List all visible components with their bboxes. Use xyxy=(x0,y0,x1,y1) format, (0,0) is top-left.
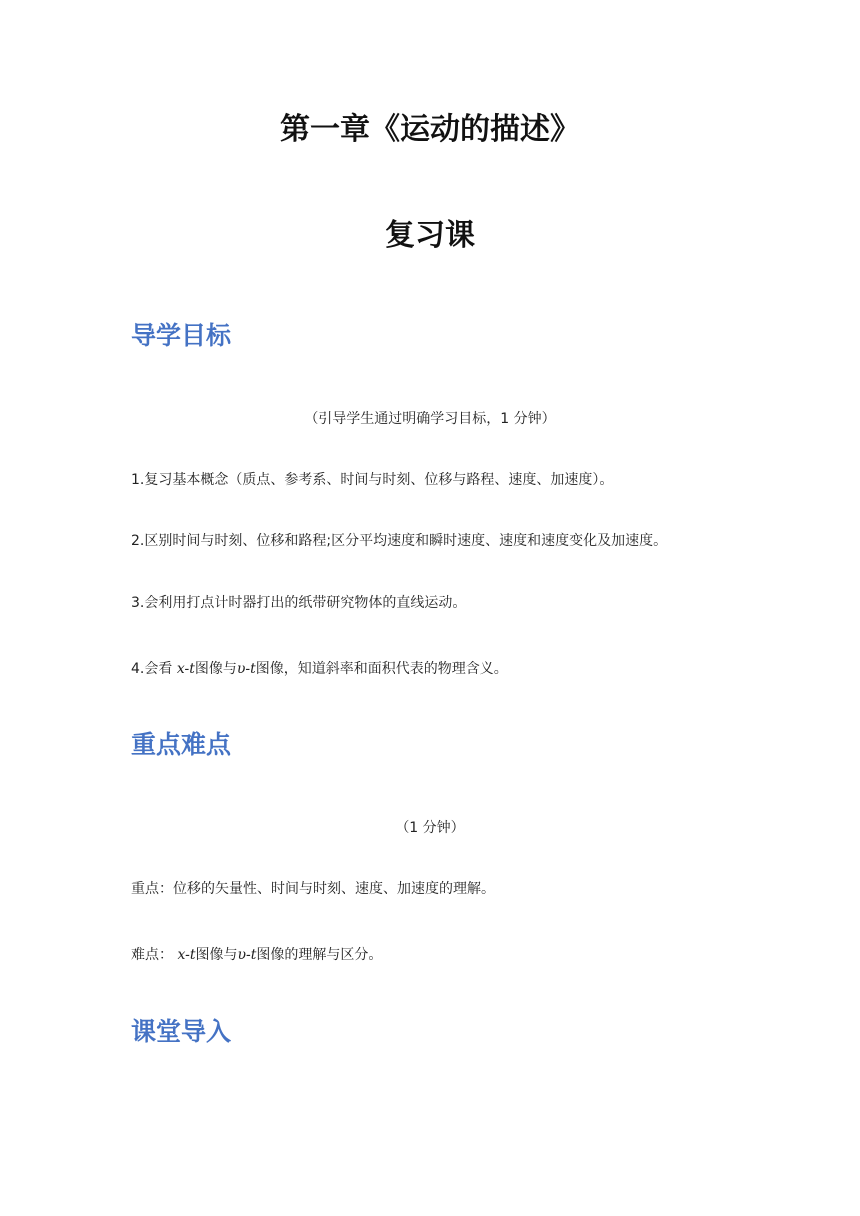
document-title: 第一章《运动的描述》 xyxy=(280,112,580,147)
goal-item-3: 3.会利用打点计时器打出的纸带研究物体的直线运动。 xyxy=(131,595,467,611)
difficult-prefix: 难点： xyxy=(131,947,173,963)
difficult-mid: 图像与 xyxy=(195,947,238,963)
key-points-time-note: （1 分钟） xyxy=(395,820,465,836)
section-heading-intro: 课堂导入 xyxy=(131,1017,232,1046)
goal-item-4 xyxy=(131,658,508,678)
vt-symbol: υ-t xyxy=(236,661,256,677)
goal-item-1: 1.复习基本概念（质点、参考系、时间与时刻、位移与路程、速度、加速度）。 xyxy=(131,472,614,488)
xt-symbol: x-t xyxy=(177,947,196,963)
goal-item-4-mid: 图像与 xyxy=(194,661,237,677)
goals-time-note: （引导学生通过明确学习目标，1 分钟） xyxy=(304,411,556,427)
section-heading-goals: 导学目标 xyxy=(131,321,232,350)
goal-item-2: 2.区别时间与时刻、位移和路程;区分平均速度和瞬时速度、速度和速度变化及加速度。 xyxy=(131,533,668,549)
difficult-point-text xyxy=(131,944,382,964)
key-point-text: 重点：位移的矢量性、时间与时刻、速度、加速度的理解。 xyxy=(131,881,495,897)
xt-symbol: x-t xyxy=(176,661,195,677)
section-heading-key-points: 重点难点 xyxy=(131,730,232,759)
document-subtitle: 复习课 xyxy=(385,218,475,253)
goal-item-4-suffix: 图像，知道斜率和面积代表的物理含义。 xyxy=(255,661,508,677)
vt-symbol: υ-t xyxy=(237,947,257,963)
difficult-suffix: 图像的理解与区分。 xyxy=(256,947,383,963)
goal-item-4-prefix: 4.会看 xyxy=(131,661,173,677)
